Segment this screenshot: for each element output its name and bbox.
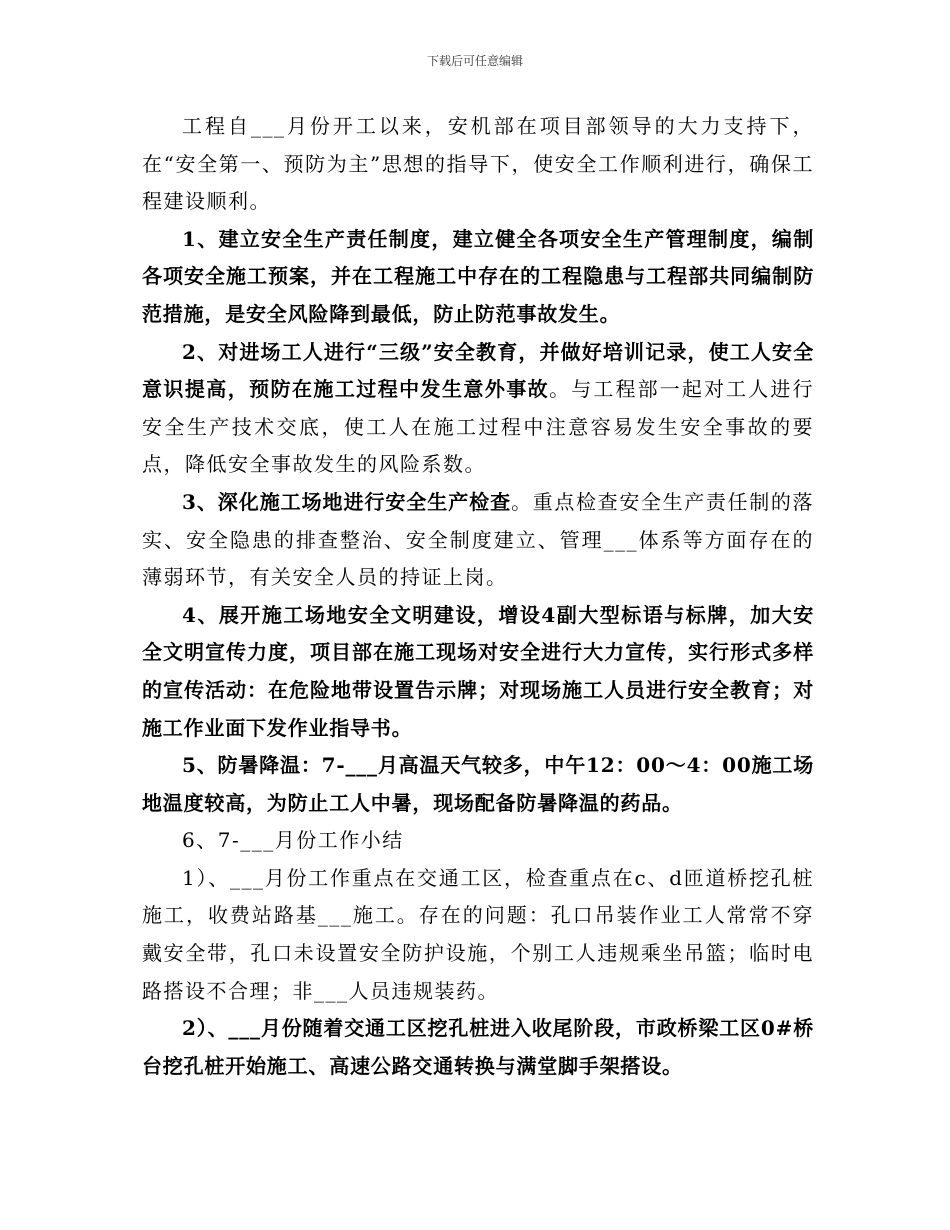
paragraph-item-3: 3、深化施工场地进行安全生产检查。重点检查安全生产责任制的落实、安全隐患的排查整治、安全制度建立、管理___体系等方面存在的薄弱环节，有关安全人员的持证上岗。 (142, 489, 814, 590)
paragraph-item-6-heading: 6、7-___月份工作小结 (182, 828, 404, 853)
paragraph-item-2: 2、对进场工人进行“三级”安全教育，并做好培训记录，使工人安全意识提高，预防在施工过程中发生意外事故。与工程部一起对工人进行安全生产技术交底，使工人在施工过程中注意容易发生安全事故的要点，降低安全事故发生的风险系数。 (142, 339, 815, 477)
paragraph-subitem-2: 2）、___月份随着交通工区挖孔桩进入收尾阶段，市政桥梁工区0#桥台挖孔桩开始施工、高速公路交通转换与满堂脚手架搭设。 (142, 1016, 814, 1078)
paragraph-intro: 工程自___月份开工以来，安机部在项目部领导的大力支持下，在“安全第一、预防为主”思想的指导下，使安全工作顺利进行，确保工程建设顺利。 (142, 114, 814, 214)
paragraph-subitem-1: 1）、___月份工作重点在交通工区，检查重点在c、d匝道桥挖孔桩施工，收费站路基___施工。存在的问题：孔口吊装作业工人常常不穿戴安全带，孔口未设置安全防护设施，个别工人违规乘坐吊篮；临时电路搭设不合理；非___人员违规装药。 (142, 865, 814, 1003)
page-header: 下载后可任意编辑 (426, 54, 523, 68)
paragraph-item-5: 5、防暑降温：7-___月高温天气较多，中午12：00～4：00施工场地温度较高，为防止工人中暑，现场配备防暑降温的药品。 (142, 753, 814, 815)
paragraph-item-1: 1、建立安全生产责任制度，建立健全各项安全生产管理制度，编制各项安全施工预案，并在工程施工中存在的工程隐患与工程部共同编制防范措施，是安全风险降到最低，防止防范事故发生。 (142, 226, 814, 326)
paragraph-item-4: 4、展开施工场地安全文明建设，增设4副大型标语与标牌，加大安全文明宣传力度，项目部在施工现场对安全进行大力宣传，实行形式多样的宣传活动：在危险地带设置告示牌；对现场施工人员进行安全教育；对施工作业面下发作业指导书。 (142, 602, 814, 740)
document-body (142, 108, 814, 1085)
